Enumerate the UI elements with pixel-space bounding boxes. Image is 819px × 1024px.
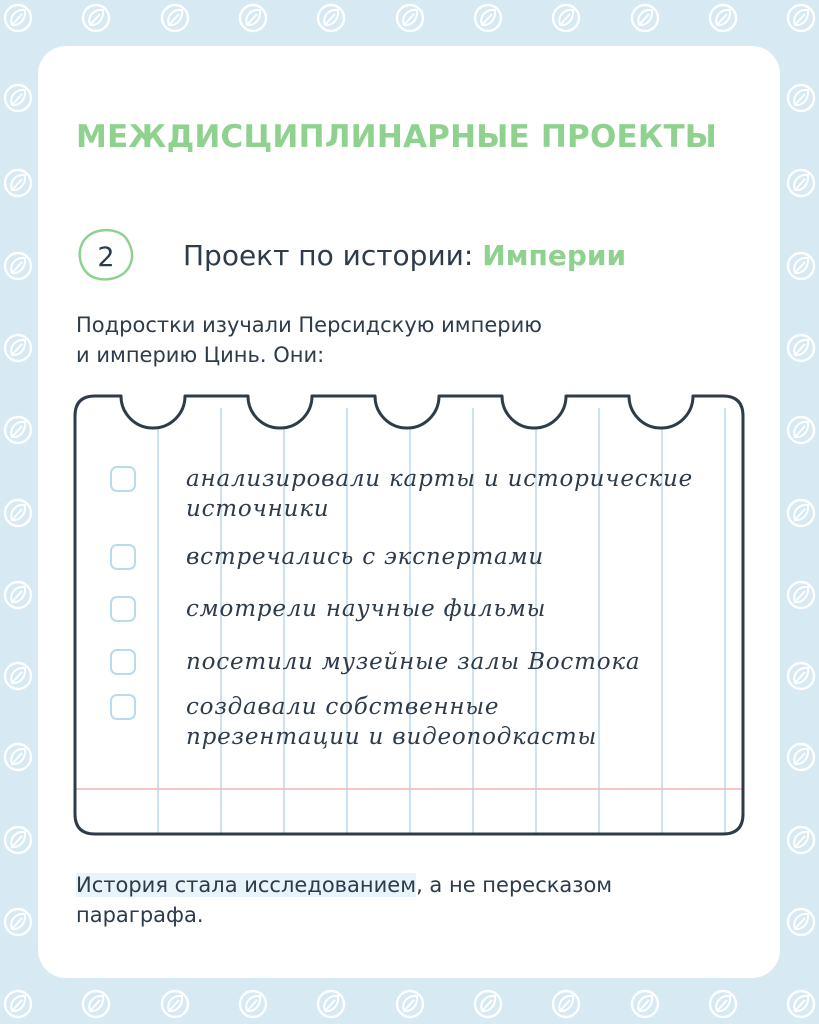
leaf-icon xyxy=(788,909,814,935)
leaf-icon xyxy=(788,417,814,443)
checkbox-icon[interactable] xyxy=(110,694,136,720)
checkbox-icon[interactable] xyxy=(110,466,136,492)
leaf-icon xyxy=(710,5,736,31)
footer-rest: , а не пересказом xyxy=(416,873,613,897)
leaf-icon xyxy=(5,85,31,111)
leaf-icon xyxy=(5,991,31,1017)
leaf-icon xyxy=(5,827,31,853)
leaf-icon xyxy=(318,5,344,31)
leaf-icon xyxy=(788,663,814,689)
leaf-icon xyxy=(5,335,31,361)
leaf-icon xyxy=(788,5,814,31)
leaf-icon xyxy=(5,170,31,196)
leaf-icon xyxy=(5,909,31,935)
circle-badge-icon xyxy=(74,225,138,285)
leaf-icon xyxy=(5,417,31,443)
checklist-item-line: источники xyxy=(186,496,330,522)
checklist-item-line: презентации и видеоподкасты xyxy=(186,724,598,750)
checklist-item-text xyxy=(186,647,746,677)
leaf-icon xyxy=(632,991,658,1017)
leaf-icon xyxy=(788,582,814,608)
footer-highlight: История стала исследованием xyxy=(76,873,417,897)
leaf-icon xyxy=(83,5,109,31)
project-number: 2 xyxy=(97,242,115,273)
leaf-icon xyxy=(632,5,658,31)
leaf-icon xyxy=(788,500,814,526)
leaf-icon xyxy=(5,5,31,31)
leaf-icon xyxy=(5,253,31,279)
project-title-prefix: Проект по истории: xyxy=(183,239,483,272)
intro-line-2: и империю Цинь. Они: xyxy=(76,343,325,367)
intro-text xyxy=(76,310,676,370)
leaf-icon xyxy=(553,5,579,31)
leaf-icon xyxy=(318,991,344,1017)
project-title xyxy=(183,239,626,272)
leaf-icon xyxy=(475,991,501,1017)
checkbox-icon[interactable] xyxy=(110,596,136,622)
leaf-icon xyxy=(162,5,188,31)
leaf-icon xyxy=(162,991,188,1017)
leaf-icon xyxy=(788,335,814,361)
checklist-item-line: встречались с экспертами xyxy=(186,544,545,570)
checklist-item-line: посетили музейные залы Востока xyxy=(186,649,641,675)
leaf-icon xyxy=(475,5,501,31)
leaf-icon xyxy=(788,991,814,1017)
leaf-icon xyxy=(788,85,814,111)
footer-line-2: параграфа. xyxy=(76,903,204,927)
leaf-icon xyxy=(240,991,266,1017)
checkbox-icon[interactable] xyxy=(110,544,136,570)
project-title-highlight: Империи xyxy=(482,239,627,272)
intro-line-1: Подростки изучали Персидскую империю xyxy=(76,313,542,337)
checklist-item-text xyxy=(186,692,746,752)
leaf-icon xyxy=(788,744,814,770)
leaf-icon xyxy=(83,991,109,1017)
leaf-icon xyxy=(5,582,31,608)
checklist-item-line: смотрели научные фильмы xyxy=(186,596,547,622)
leaf-icon xyxy=(788,253,814,279)
checkbox-icon[interactable] xyxy=(110,649,136,675)
leaf-icon xyxy=(788,827,814,853)
page-heading: МЕЖДИСЦИПЛИНАРНЫЕ ПРОЕКТЫ xyxy=(76,119,718,155)
leaf-icon xyxy=(397,5,423,31)
checklist-item-line: анализировали карты и исторические xyxy=(186,466,694,492)
checklist-item-line: создавали собственные xyxy=(186,694,500,720)
checklist-item-text xyxy=(186,594,746,624)
checklist-item-text xyxy=(186,464,746,524)
leaf-icon xyxy=(5,744,31,770)
leaf-icon xyxy=(788,170,814,196)
leaf-icon xyxy=(5,663,31,689)
leaf-icon xyxy=(553,991,579,1017)
footer-text xyxy=(76,870,716,930)
checklist-item-text xyxy=(186,542,746,572)
leaf-icon xyxy=(710,991,736,1017)
leaf-icon xyxy=(5,500,31,526)
leaf-icon xyxy=(240,5,266,31)
leaf-icon xyxy=(397,991,423,1017)
